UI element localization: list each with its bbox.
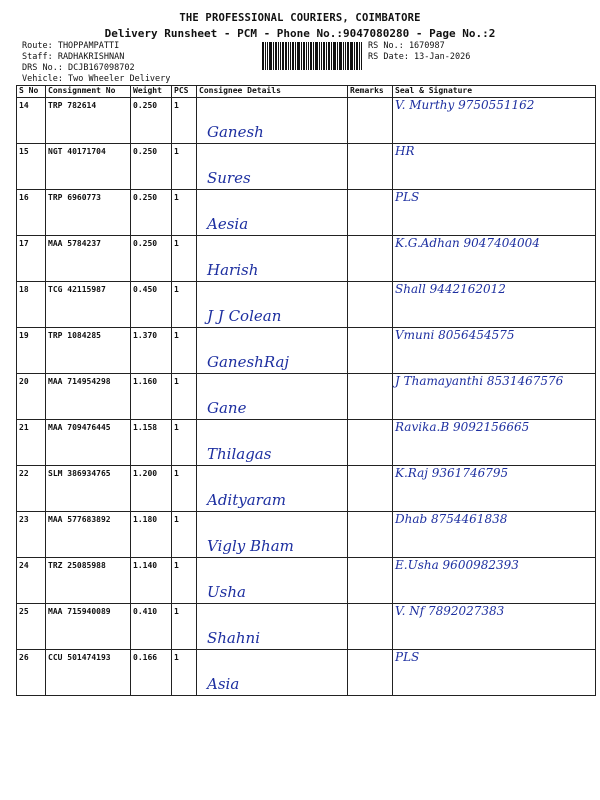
col-seal-signature: Seal & Signature <box>393 86 596 98</box>
row-weight: 0.250 <box>131 236 172 282</box>
row-pcs: 1 <box>172 190 197 236</box>
row-consignee-handwritten: Aesia <box>197 190 348 236</box>
row-pcs: 1 <box>172 650 197 696</box>
rs-number-field: RS No.: 1670987 <box>368 41 445 51</box>
row-weight: 1.200 <box>131 466 172 512</box>
row-consignee-handwritten: GaneshRaj <box>197 328 348 374</box>
row-sno: 18 <box>17 282 46 328</box>
runsheet-subtitle: Delivery Runsheet - PCM - Phone No.:9047080280 - Page No.:2 <box>104 27 496 40</box>
row-pcs: 1 <box>172 512 197 558</box>
row-sno: 17 <box>17 236 46 282</box>
row-consignment-no: NGT 40171704 <box>46 144 131 190</box>
row-signature-handwritten: PLS <box>393 190 596 236</box>
row-sno: 25 <box>17 604 46 650</box>
row-pcs: 1 <box>172 328 197 374</box>
row-signature-handwritten: E.Usha 9600982393 <box>393 558 596 604</box>
table-body <box>17 98 596 696</box>
row-consignment-no: TCG 42115987 <box>46 282 131 328</box>
row-signature-handwritten: V. Nf 7892027383 <box>393 604 596 650</box>
table-row <box>17 98 596 144</box>
row-consignee-handwritten: Thilagas <box>197 420 348 466</box>
table-row <box>17 190 596 236</box>
row-signature-handwritten: HR <box>393 144 596 190</box>
row-pcs: 1 <box>172 604 197 650</box>
row-weight: 1.370 <box>131 328 172 374</box>
table-row <box>17 604 596 650</box>
table-row <box>17 558 596 604</box>
col-weight: Weight <box>131 86 172 98</box>
row-signature-handwritten: K.G.Adhan 9047404004 <box>393 236 596 282</box>
row-pcs: 1 <box>172 558 197 604</box>
row-sno: 19 <box>17 328 46 374</box>
rs-date-field: RS Date: 13-Jan-2026 <box>368 52 471 62</box>
row-consignee-handwritten: Adityaram <box>197 466 348 512</box>
row-consignment-no: TRP 6960773 <box>46 190 131 236</box>
row-pcs: 1 <box>172 282 197 328</box>
row-weight: 1.140 <box>131 558 172 604</box>
row-consignee-handwritten: J J Colean <box>197 282 348 328</box>
row-signature-handwritten: Shall 9442162012 <box>393 282 596 328</box>
row-sno: 15 <box>17 144 46 190</box>
row-weight: 0.250 <box>131 98 172 144</box>
row-sno: 24 <box>17 558 46 604</box>
row-consignee-handwritten: Vigly Bham <box>197 512 348 558</box>
row-signature-handwritten: PLS <box>393 650 596 696</box>
row-weight: 0.450 <box>131 282 172 328</box>
vehicle-field: Vehicle: Two Wheeler Delivery <box>22 74 171 84</box>
row-consignee-handwritten: Ganesh <box>197 98 348 144</box>
row-consignment-no: MAA 709476445 <box>46 420 131 466</box>
row-consignment-no: CCU 501474193 <box>46 650 131 696</box>
col-remarks: Remarks <box>348 86 393 98</box>
row-consignment-no: TRZ 25085988 <box>46 558 131 604</box>
row-remarks <box>348 374 393 420</box>
table-row <box>17 466 596 512</box>
row-signature-handwritten: V. Murthy 9750551162 <box>393 98 596 144</box>
row-weight: 1.180 <box>131 512 172 558</box>
table-row <box>17 282 596 328</box>
row-sno: 14 <box>17 98 46 144</box>
row-sno: 22 <box>17 466 46 512</box>
company-title: THE PROFESSIONAL COURIERS, COIMBATORE <box>179 12 421 24</box>
row-signature-handwritten: K.Raj 9361746795 <box>393 466 596 512</box>
row-remarks <box>348 190 393 236</box>
row-pcs: 1 <box>172 420 197 466</box>
row-weight: 0.250 <box>131 190 172 236</box>
row-consignment-no: SLM 386934765 <box>46 466 131 512</box>
table-row <box>17 512 596 558</box>
staff-field: Staff: RADHAKRISHNAN <box>22 52 125 62</box>
row-remarks <box>348 558 393 604</box>
row-weight: 0.250 <box>131 144 172 190</box>
col-consignee-details: Consignee Details <box>197 86 348 98</box>
row-remarks <box>348 282 393 328</box>
row-pcs: 1 <box>172 466 197 512</box>
row-pcs: 1 <box>172 374 197 420</box>
row-remarks <box>348 512 393 558</box>
row-weight: 1.160 <box>131 374 172 420</box>
col-pcs: PCS <box>172 86 197 98</box>
row-sno: 26 <box>17 650 46 696</box>
row-remarks <box>348 650 393 696</box>
col-sno: S No <box>17 86 46 98</box>
row-signature-handwritten: J Thamayanthi 8531467576 <box>393 374 596 420</box>
table-header-row <box>17 86 596 98</box>
row-remarks <box>348 144 393 190</box>
runsheet-meta-left <box>22 41 170 85</box>
row-pcs: 1 <box>172 144 197 190</box>
row-consignee-handwritten: Gane <box>197 374 348 420</box>
row-signature-handwritten: Vmuni 8056454575 <box>393 328 596 374</box>
row-remarks <box>348 466 393 512</box>
table-row <box>17 328 596 374</box>
row-signature-handwritten: Dhab 8754461838 <box>393 512 596 558</box>
row-consignee-handwritten: Sures <box>197 144 348 190</box>
row-remarks <box>348 604 393 650</box>
consignment-table <box>16 85 596 696</box>
row-consignee-handwritten: Shahni <box>197 604 348 650</box>
row-consignee-handwritten: Asia <box>197 650 348 696</box>
table-row <box>17 374 596 420</box>
row-sno: 16 <box>17 190 46 236</box>
table-row <box>17 144 596 190</box>
row-consignment-no: MAA 577683892 <box>46 512 131 558</box>
table-row <box>17 650 596 696</box>
row-consignment-no: MAA 714954298 <box>46 374 131 420</box>
row-consignee-handwritten: Usha <box>197 558 348 604</box>
row-consignee-handwritten: Harish <box>197 236 348 282</box>
row-sno: 23 <box>17 512 46 558</box>
row-remarks <box>348 236 393 282</box>
table-row <box>17 236 596 282</box>
table-row <box>17 420 596 466</box>
row-sno: 21 <box>17 420 46 466</box>
row-consignment-no: MAA 5784237 <box>46 236 131 282</box>
row-remarks <box>348 98 393 144</box>
row-consignment-no: TRP 782614 <box>46 98 131 144</box>
row-consignment-no: TRP 1084285 <box>46 328 131 374</box>
row-pcs: 1 <box>172 236 197 282</box>
runsheet-meta-right <box>368 41 470 63</box>
row-signature-handwritten: Ravika.B 9092156665 <box>393 420 596 466</box>
row-consignment-no: MAA 715940089 <box>46 604 131 650</box>
row-remarks <box>348 328 393 374</box>
barcode <box>262 42 362 70</box>
row-pcs: 1 <box>172 98 197 144</box>
drs-number-field: DRS No.: DCJB167098702 <box>22 63 135 73</box>
row-weight: 0.410 <box>131 604 172 650</box>
row-remarks <box>348 420 393 466</box>
row-sno: 20 <box>17 374 46 420</box>
col-consignment-no: Consignment No <box>46 86 131 98</box>
route-field: Route: THOPPAMPATTI <box>22 41 120 51</box>
row-weight: 0.166 <box>131 650 172 696</box>
row-weight: 1.158 <box>131 420 172 466</box>
